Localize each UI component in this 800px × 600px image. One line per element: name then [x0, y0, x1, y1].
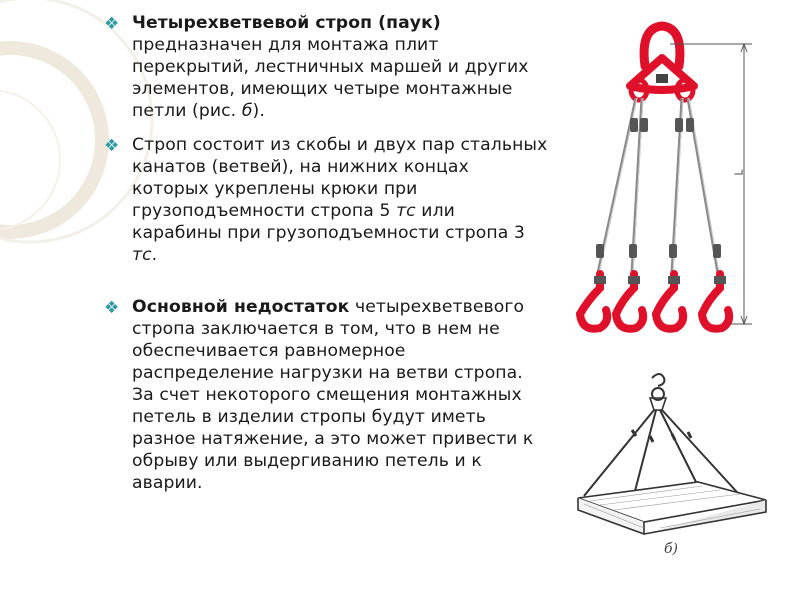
unit-ts: тс	[396, 201, 416, 221]
paragraph-text: четырехветвевого стропа заключается в том, что в нем не обеспечивается равномерное распределение нагрузки на ветви стропа. За счет некоторого смещения монтажных петель в изделии стропы будут иметь разное натяжение, а это может привести к обрыву или выдергиванию петель и к аварии.	[132, 297, 534, 493]
term-main-drawback: Основной недостаток	[132, 297, 350, 317]
paragraph-tail: ).	[252, 101, 265, 121]
bullet-icon: ❖	[104, 298, 120, 318]
paragraph-definition	[104, 12, 550, 122]
dimension-label: L	[732, 169, 746, 176]
unit-ts: тс	[132, 245, 152, 265]
figure-caption: б)	[664, 541, 679, 557]
bullet-icon: ❖	[104, 136, 120, 156]
bullet-icon: ❖	[104, 14, 120, 34]
paragraph-tail: .	[151, 245, 158, 265]
paragraph-text-2: или карабины при грузоподъемности стропа 3	[132, 201, 525, 243]
paragraph-text: предназначен для монтажа плит перекрытий, лестничных маршей и других элементов, имеющих четыре монтажные петли (рис.	[132, 35, 529, 121]
paragraph-composition	[104, 134, 550, 266]
slide-text	[104, 12, 550, 506]
four-leg-sling-figure	[560, 18, 780, 338]
slab-lifting-figure	[570, 370, 770, 570]
figure-ref: б	[241, 101, 253, 121]
paragraph-drawback	[104, 296, 550, 494]
term-four-leg-sling: Четырехветвевой строп (паук)	[132, 13, 441, 33]
paragraph-text: Строп состоит из скобы и двух пар стальных канатов (ветвей), на нижних концах которых укреплены крюки при грузоподъемности стропа 5	[132, 135, 548, 221]
